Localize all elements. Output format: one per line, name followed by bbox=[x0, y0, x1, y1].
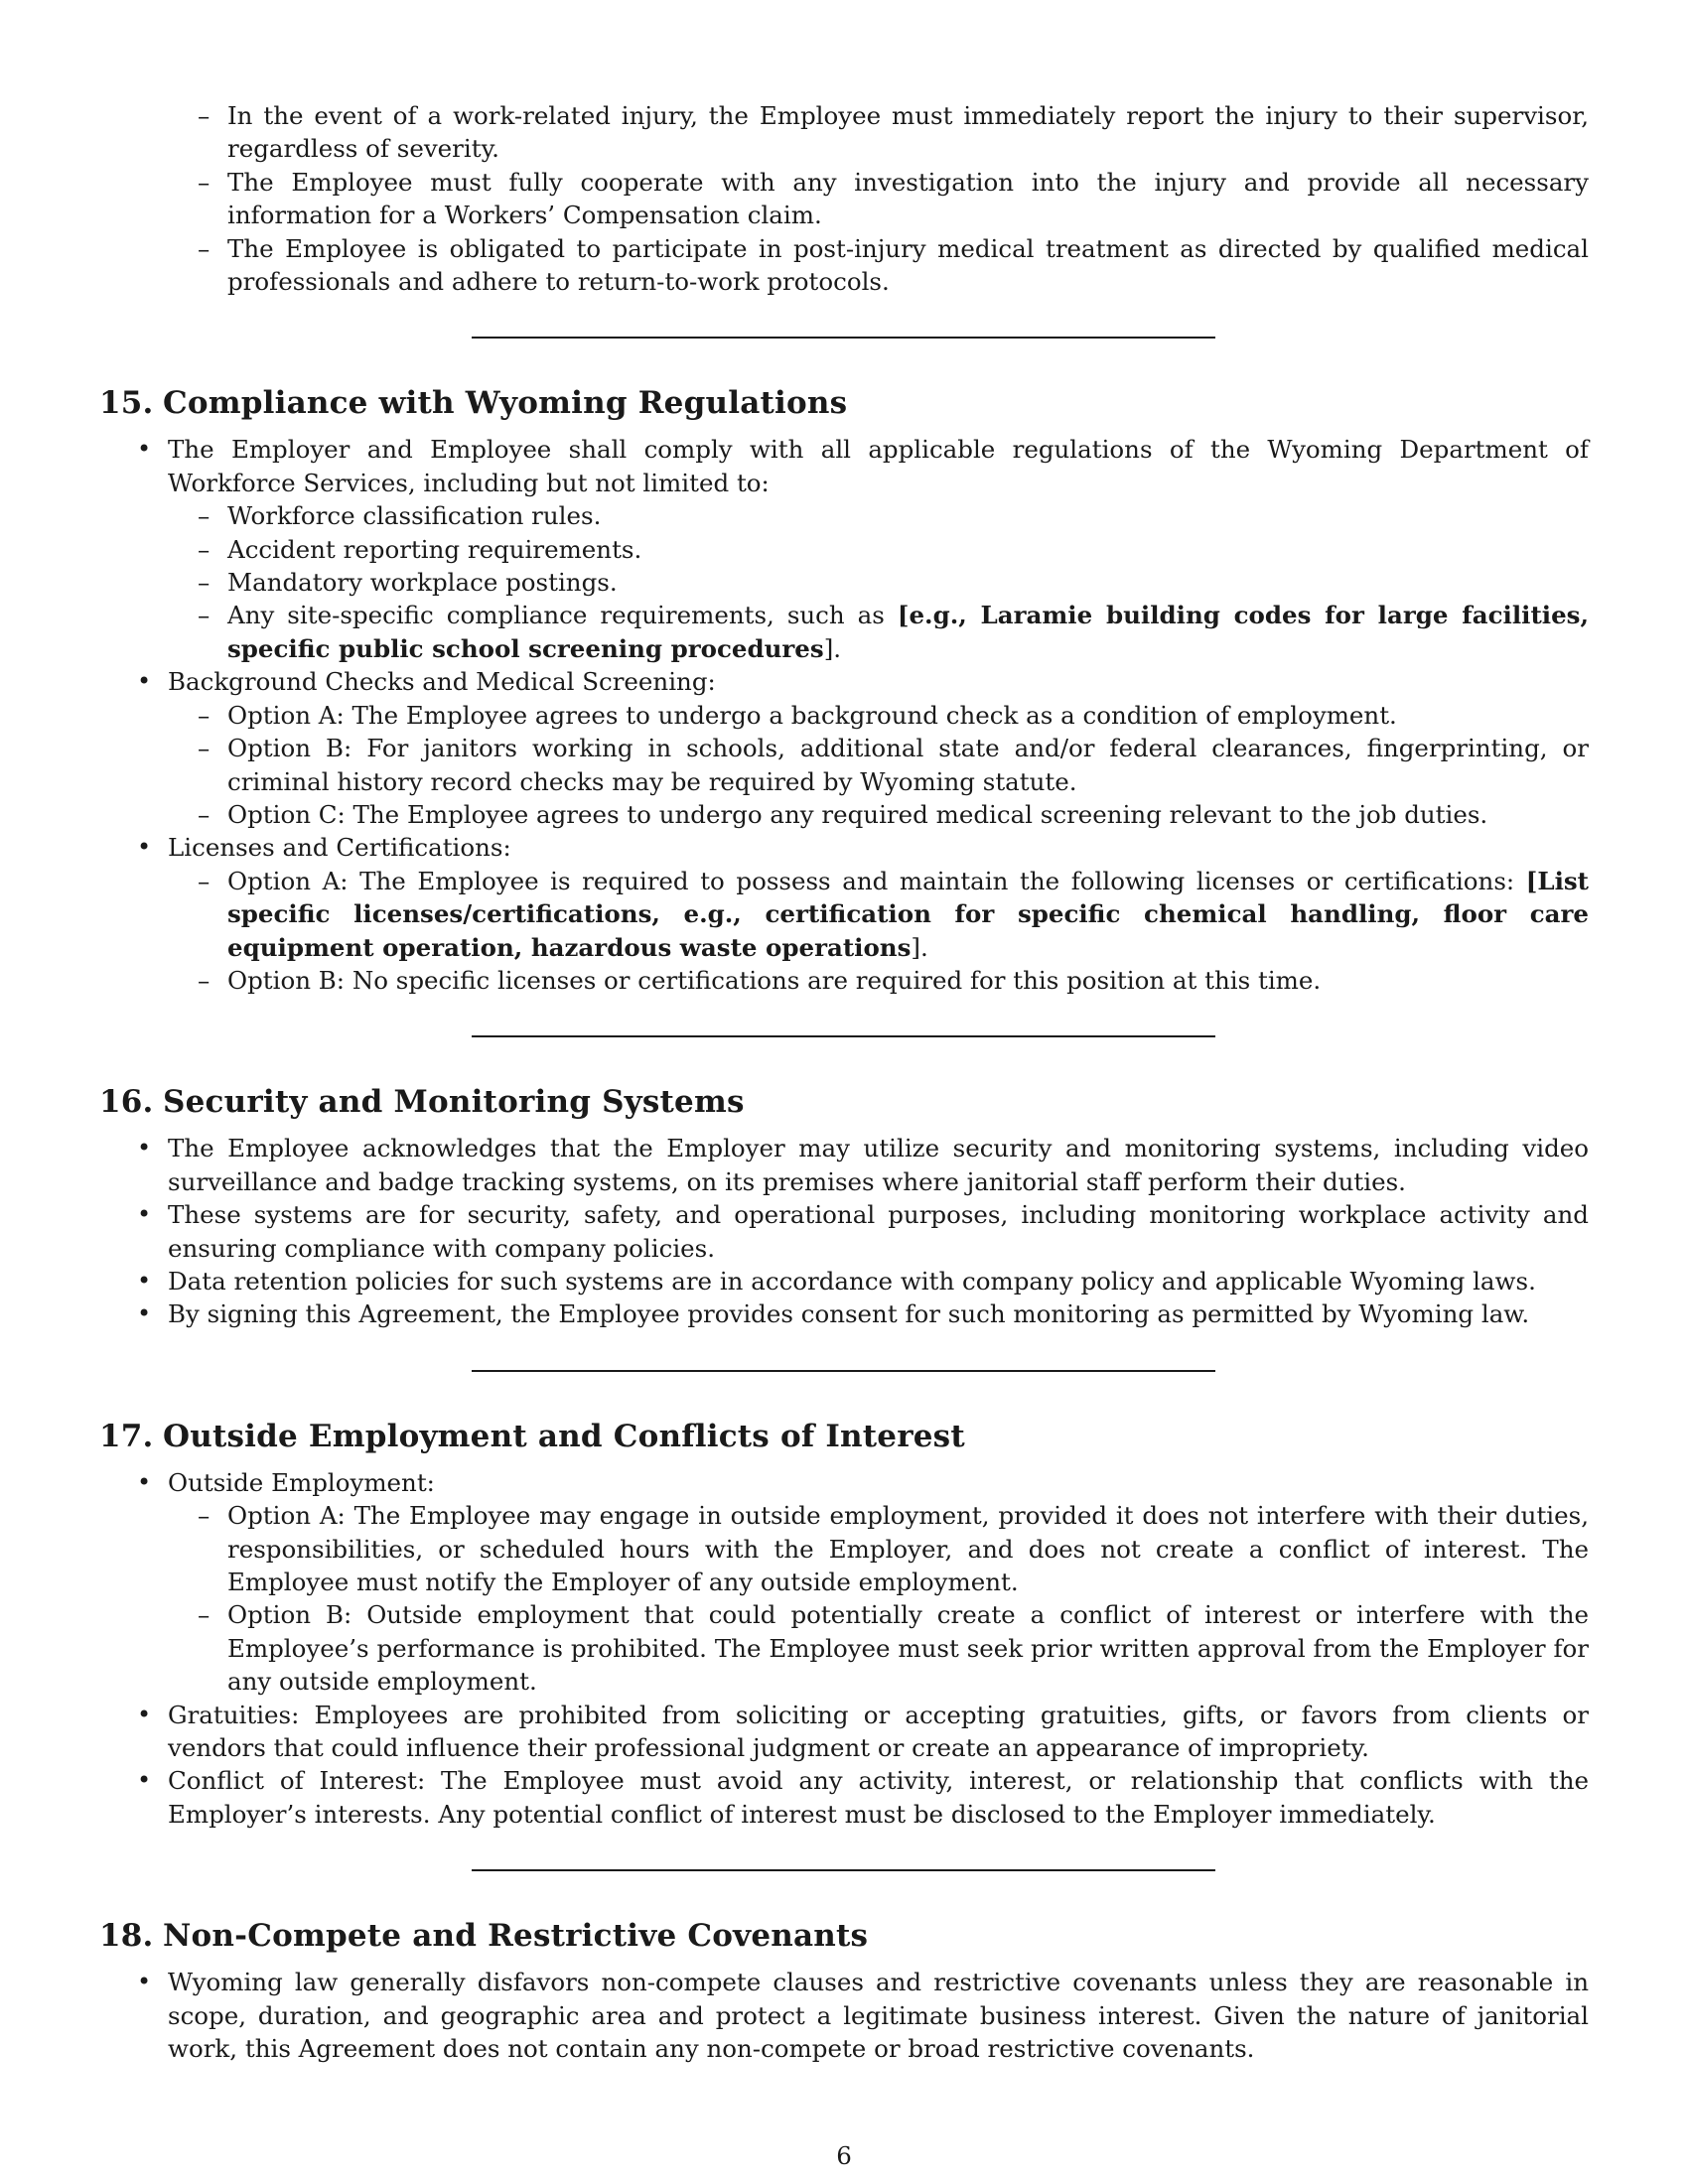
section-number: 16. bbox=[99, 1084, 154, 1121]
section-title: Non-Compete and Restrictive Covenants bbox=[163, 1918, 869, 1955]
list-item: – Accident reporting requirements. bbox=[168, 533, 1589, 566]
section-18-heading bbox=[99, 1916, 1589, 1956]
section-15-list bbox=[99, 433, 1589, 997]
intro-dash-list bbox=[99, 99, 1589, 298]
document-page bbox=[99, 99, 1589, 2065]
list-item: • The Employer and Employee shall comply with all applicable regulations of the Wyoming Department of Workforce Services, including but not limited to: – Workforce classification rules. – Accident reporting requirements. – Mandatory workplace postings. – Any site-specific compliance requirements, such as [e.g., Laramie building codes for large facilities, specific public school screening procedures]. bbox=[99, 433, 1589, 665]
list-item: – Option C: The Employee agrees to undergo any required medical screening relevant to the job duties. bbox=[168, 798, 1589, 831]
section-16-list bbox=[99, 1132, 1589, 1330]
list-item: – The Employee is obligated to participate in post-injury medical treatment as directed by qualified medical professionals and adhere to return-to-work protocols. bbox=[99, 232, 1589, 299]
placeholder-text: [List specific licenses/certifications, e.g., certification for specific chemical handling, floor care equipment operation, hazardous waste operations bbox=[227, 866, 1589, 962]
placeholder-text: [e.g., Laramie building codes for large facilities, specific public school screening procedures bbox=[227, 601, 1589, 663]
list-item: – In the event of a work-related injury, the Employee must immediately report the injury to their supervisor, regardless of severity. bbox=[99, 99, 1589, 166]
section-title: Compliance with Wyoming Regulations bbox=[163, 385, 848, 422]
list-item: • These systems are for security, safety, and operational purposes, including monitoring workplace activity and ensuring compliance with company policies. bbox=[99, 1198, 1589, 1265]
page-number: 6 bbox=[836, 2141, 852, 2170]
section-17-list bbox=[99, 1466, 1589, 1831]
section-number: 18. bbox=[99, 1918, 154, 1955]
list-item: – The Employee must fully cooperate with any investigation into the injury and provide all necessary information for a Workers’ Compensation claim. bbox=[99, 166, 1589, 232]
sub-list bbox=[168, 499, 1589, 665]
list-item: • Gratuities: Employees are prohibited from soliciting or accepting gratuities, gifts, or favors from clients or vendors that could influence their professional judgment or create an appearance of impropriety. bbox=[99, 1699, 1589, 1765]
section-divider bbox=[472, 1869, 1215, 1871]
list-item: • Wyoming law generally disfavors non-compete clauses and restrictive covenants unless they are reasonable in scope, duration, and geographic area and protect a legitimate business interest. Given the nature of janitorial work, this Agreement does not contain any non-compete or broad restrictive covenants. bbox=[99, 1966, 1589, 2065]
section-18-list bbox=[99, 1966, 1589, 2065]
list-item: – Option A: The Employee may engage in outside employment, provided it does not interfere with their duties, responsibilities, or scheduled hours with the Employer, and does not create a conflict of interest. The Employee must notify the Employer of any outside employment. bbox=[168, 1499, 1589, 1598]
list-item: • The Employee acknowledges that the Employer may utilize security and monitoring systems, including video surveillance and badge tracking systems, on its premises where janitorial staff perform their duties. bbox=[99, 1132, 1589, 1198]
list-item: – Option A: The Employee is required to possess and maintain the following licenses or certifications: [List specific licenses/certifications, e.g., certification for specific chemical handling, floor care equipment operation, hazardous waste operations]. bbox=[168, 865, 1589, 964]
list-item: – Option B: For janitors working in schools, additional state and/or federal clearances, fingerprinting, or criminal history record checks may be required by Wyoming statute. bbox=[168, 732, 1589, 798]
section-divider bbox=[472, 1370, 1215, 1372]
section-number: 17. bbox=[99, 1418, 154, 1454]
section-title: Security and Monitoring Systems bbox=[163, 1084, 745, 1121]
section-divider bbox=[472, 1035, 1215, 1037]
section-number: 15. bbox=[99, 385, 154, 422]
section-15-heading bbox=[99, 383, 1589, 423]
section-17-heading bbox=[99, 1417, 1589, 1456]
sub-list bbox=[168, 1499, 1589, 1698]
list-item: – Mandatory workplace postings. bbox=[168, 566, 1589, 599]
section-16-heading bbox=[99, 1082, 1589, 1122]
sub-list bbox=[168, 699, 1589, 832]
list-item: • Background Checks and Medical Screening: – Option A: The Employee agrees to undergo a background check as a condition of employment. – Option B: For janitors working in schools, additional state and/or federal clearances, fingerprinting, or criminal history record checks may be required by Wyoming statute. – Option C: The Employee agrees to undergo any required medical screening relevant to the job duties. bbox=[99, 665, 1589, 831]
list-item: – Option A: The Employee agrees to undergo a background check as a condition of employment. bbox=[168, 699, 1589, 732]
list-item: – Workforce classification rules. bbox=[168, 499, 1589, 532]
section-divider bbox=[472, 337, 1215, 339]
list-item: • Conflict of Interest: The Employee must avoid any activity, interest, or relationship that conflicts with the Employer’s interests. Any potential conflict of interest must be disclosed to the Employer immediately. bbox=[99, 1764, 1589, 1831]
list-item: • Licenses and Certifications: – Option A: The Employee is required to possess and maintain the following licenses or certifications: [List specific licenses/certifications, e.g., certification for specific chemical handling, floor care equipment operation, hazardous waste operations]. – Option B: No specific licenses or certifications are required for this position at this time. bbox=[99, 831, 1589, 997]
list-item: – Option B: Outside employment that could potentially create a conflict of interest or interfere with the Employee’s performance is prohibited. The Employee must seek prior written approval from the Employer for any outside employment. bbox=[168, 1598, 1589, 1698]
list-item: • Outside Employment: – Option A: The Employee may engage in outside employment, provided it does not interfere with their duties, responsibilities, or scheduled hours with the Employer, and does not create a conflict of interest. The Employee must notify the Employer of any outside employment. – Option B: Outside employment that could potentially create a conflict of interest or interfere with the Employee’s performance is prohibited. The Employee must seek prior written approval from the Employer for any outside employment. bbox=[99, 1466, 1589, 1699]
section-title: Outside Employment and Conflicts of Interest bbox=[163, 1418, 965, 1454]
list-item: • By signing this Agreement, the Employee provides consent for such monitoring as permitted by Wyoming law. bbox=[99, 1297, 1589, 1330]
sub-list bbox=[168, 865, 1589, 998]
list-item: • Data retention policies for such systems are in accordance with company policy and applicable Wyoming laws. bbox=[99, 1265, 1589, 1297]
list-item: – Any site-specific compliance requirements, such as [e.g., Laramie building codes for large facilities, specific public school screening procedures]. bbox=[168, 599, 1589, 665]
list-item: – Option B: No specific licenses or certifications are required for this position at this time. bbox=[168, 964, 1589, 997]
